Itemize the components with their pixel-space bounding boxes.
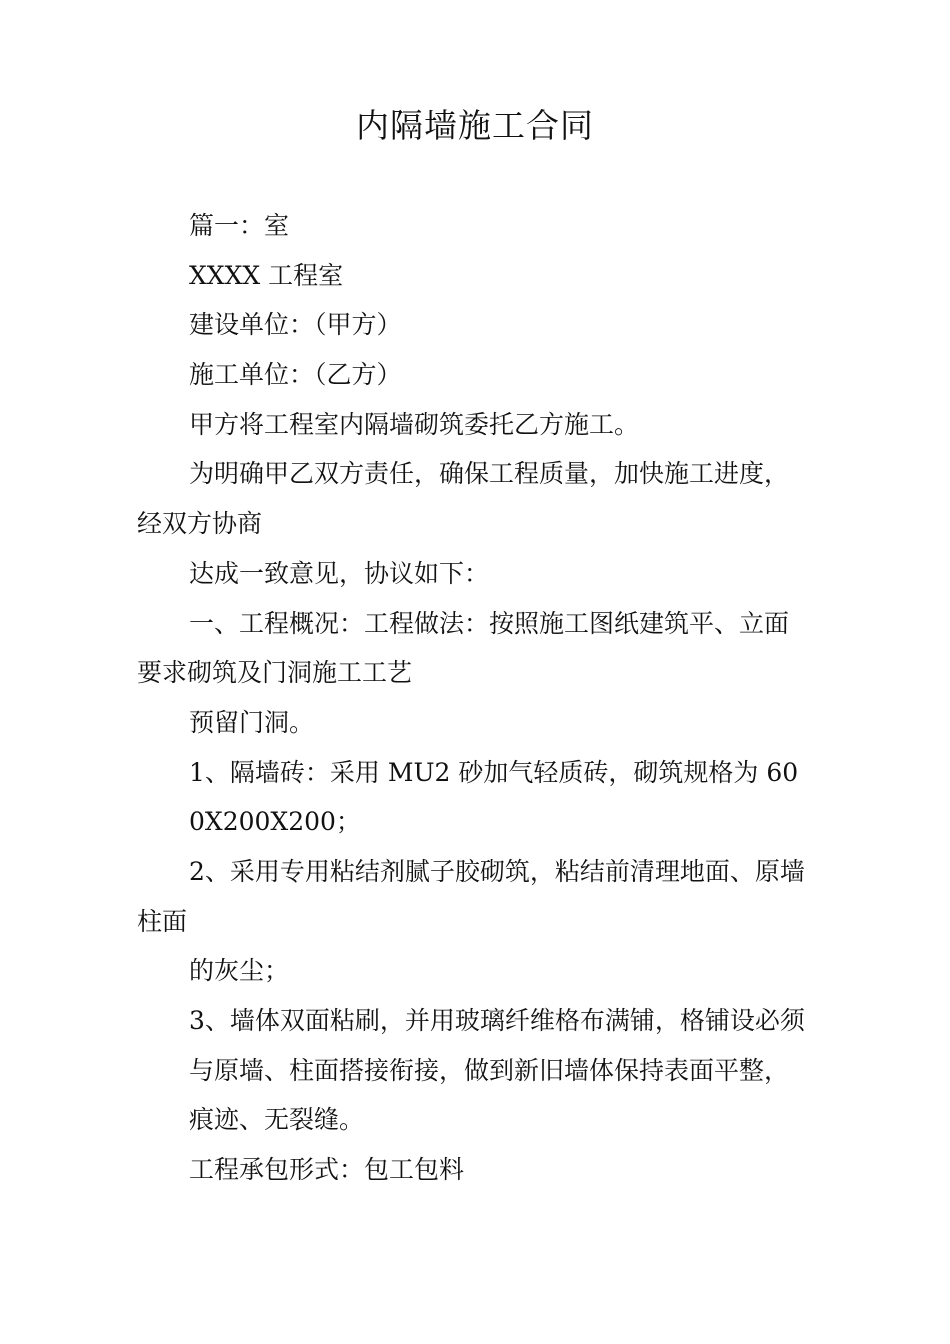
paragraph-line: 一、工程概况：工程做法：按照施工图纸建筑平、立面	[189, 608, 790, 638]
paragraph-line: 0X200X200；	[189, 807, 361, 837]
paragraph-line: 与原墙、柱面搭接衔接，做到新旧墙体保持表面平整，	[189, 1055, 790, 1085]
paragraph-line: 达成一致意见，协议如下：	[189, 558, 490, 588]
paragraph-line: 预留门洞。	[189, 707, 315, 737]
paragraph-line: 要求砌筑及门洞施工工艺	[137, 658, 413, 688]
paragraph-line: 篇一：室	[189, 211, 290, 240]
document-title: 内隔墙施工合同	[356, 106, 594, 145]
paragraph-line: 柱面	[137, 906, 188, 936]
paragraph-line: XXXX 工程室	[189, 260, 344, 290]
document-body	[137, 201, 827, 1195]
paragraph-line: 建设单位：（甲方）	[189, 310, 402, 340]
paragraph-line: 的灰尘；	[189, 956, 290, 986]
paragraph-line: 经双方协商	[137, 509, 263, 539]
paragraph-line: 工程承包形式：包工包料	[189, 1155, 465, 1185]
paragraph-line: 2、采用专用粘结剂腻子胶砌筑，粘结前清理地面、原墙	[189, 856, 805, 886]
paragraph-line: 1、隔墙砖：采用 MU2 砂加气轻质砖，砌筑规格为 60	[189, 757, 799, 787]
paragraph-line: 甲方将工程室内隔墙砌筑委托乙方施工。	[189, 409, 640, 439]
paragraph-line: 为明确甲乙双方责任，确保工程质量，加快施工进度，	[189, 459, 790, 489]
paragraph-line: 痕迹、无裂缝。	[189, 1105, 365, 1135]
paragraph-line: 施工单位：（乙方）	[189, 360, 402, 390]
paragraph-line: 3、墙体双面粘刷，并用玻璃纤维格布满铺，格铺设必须	[189, 1006, 805, 1035]
